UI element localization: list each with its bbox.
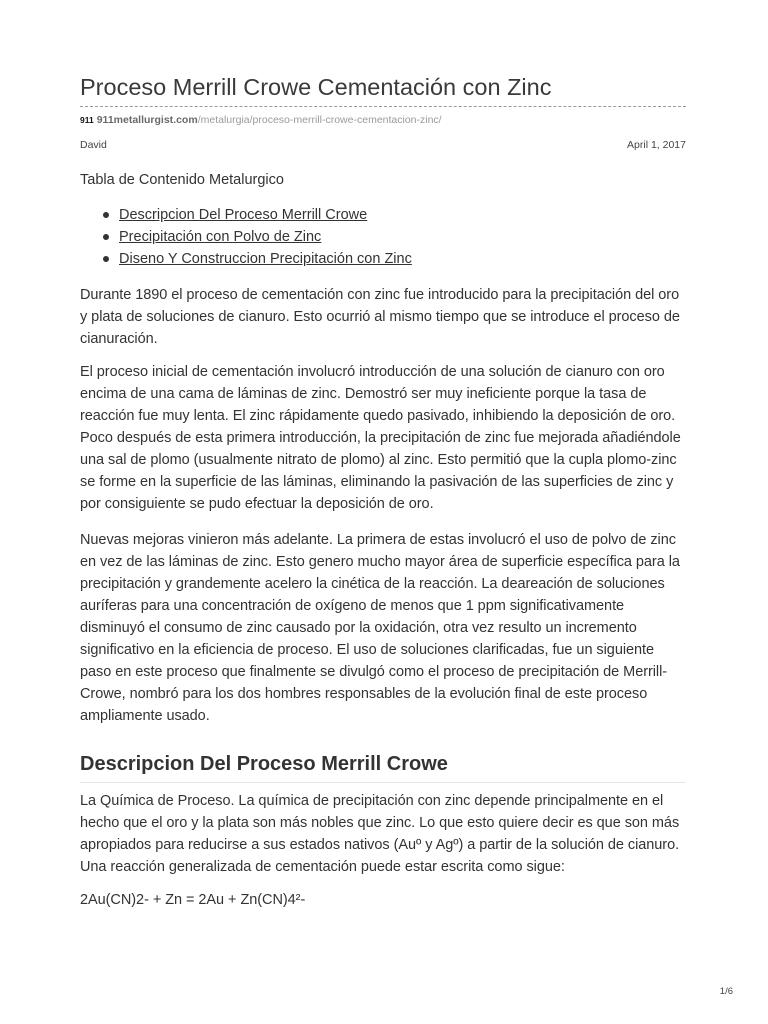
text-line: ampliamente usado.	[80, 708, 210, 724]
text-line: por consiguiente se pudo efectuar la deposición de oro.	[80, 496, 434, 512]
text-line: en vez de las láminas de zinc. Esto genero mucho mayor área de superficie específica para la	[80, 554, 680, 570]
section-divider	[80, 782, 686, 783]
source-domain: 911metallurgist.com	[96, 114, 198, 126]
text-line: se forme en la superficie de las láminas, eliminando la pasivación de las superficies de zinc y	[80, 474, 674, 490]
source-line	[80, 113, 442, 127]
page-indicator: 1/6	[719, 986, 733, 997]
bullet-icon	[103, 234, 109, 240]
toc-link-descripcion[interactable]: Descripcion Del Proceso Merrill Crowe	[119, 207, 368, 223]
text-line: Durante 1890 el proceso de cementación con zinc fue introducido para la precipitación del oro	[80, 287, 680, 303]
text-line: reacción fue muy lenta. El zinc rápidamente quedo pasivado, inhibiendo la deposición de oro.	[80, 408, 676, 424]
text-line: disminuyó el consumo de zinc causado por la oxidación, otra vez resulto un incremento	[80, 620, 637, 636]
text-line: cianuración.	[80, 331, 158, 347]
title-divider	[80, 106, 686, 107]
text-line: Una reacción generalizada de cementación puede estar escrita como sigue:	[80, 859, 565, 875]
text-line: Crowe, nombró para los dos hombres responsables de la evolución final de este proceso	[80, 686, 648, 702]
text-line: auríferas para una concentración de oxígeno de menos que 1 ppm significativamente	[80, 598, 625, 614]
text-line: paso en este proceso que finalmente se divulgó como el proceso de precipitación de Merrill-	[80, 664, 668, 680]
text-line: y plata de soluciones de cianuro. Esto ocurrió al mismo tiempo que se introduce el proceso de	[80, 309, 680, 325]
text-line: significativo en la eficiencia de proceso. El uso de soluciones clarificadas, fue un siguiente	[80, 642, 655, 658]
paragraph-improvements	[80, 529, 690, 727]
publish-date: April 1, 2017	[627, 139, 686, 151]
site-logo-icon: 911	[80, 115, 94, 125]
text-line: La Química de Proceso. La química de precipitación con zinc depende principalmente en el	[80, 793, 664, 809]
toc-link-diseno[interactable]: Diseno Y Construccion Precipitación con Zinc	[119, 251, 412, 267]
text-line: Nuevas mejoras vinieron más adelante. La primera de estas involucró el uso de polvo de zinc	[80, 532, 676, 548]
text-line: precipitación y grandemente acelero la cinética de la reacción. La deareación de soluciones	[80, 576, 665, 592]
section-heading: Descripcion Del Proceso Merrill Crowe	[80, 753, 448, 775]
paragraph-history	[80, 361, 690, 515]
source-path: /metalurgia/proceso-merrill-crowe-cementacion-zinc/	[197, 114, 442, 126]
article-meta	[80, 138, 686, 152]
toc-item	[80, 226, 412, 248]
text-line: apropiados para reducirse a sus estados nativos (Auº y Agº) a partir de la solución de cianuro.	[80, 837, 680, 853]
text-line: Poco después de esta primera introducción, la precipitación de zinc fue mejorada añadiéndole	[80, 430, 681, 446]
toc-title: Tabla de Contenido Metalurgico	[80, 172, 284, 188]
toc-item	[80, 248, 412, 270]
toc-link-precipitacion[interactable]: Precipitación con Polvo de Zinc	[119, 229, 322, 245]
text-line: hecho que el oro y la plata son más nobles que zinc. Lo que esto quiere decir es que son más	[80, 815, 680, 831]
text-line: El proceso inicial de cementación involucró introducción de una solución de cianuro con oro	[80, 364, 665, 380]
table-of-contents	[80, 204, 412, 270]
article-title: Proceso Merrill Crowe Cementación con Zinc	[80, 74, 552, 100]
paragraph-chemistry	[80, 790, 690, 878]
text-line: una sal de plomo (usualmente nitrato de plomo) al zinc. Esto permitió que la cupla plomo-zinc	[80, 452, 677, 468]
toc-item	[80, 204, 412, 226]
text-line: encima de una cama de láminas de zinc. Demostró ser muy ineficiente porque la tasa de	[80, 386, 647, 402]
equation: 2Au(CN)2- + Zn = 2Au + Zn(CN)4²-	[80, 892, 306, 908]
bullet-icon	[103, 256, 109, 262]
author: David	[80, 139, 107, 151]
bullet-icon	[103, 212, 109, 218]
paragraph-intro	[80, 284, 690, 350]
